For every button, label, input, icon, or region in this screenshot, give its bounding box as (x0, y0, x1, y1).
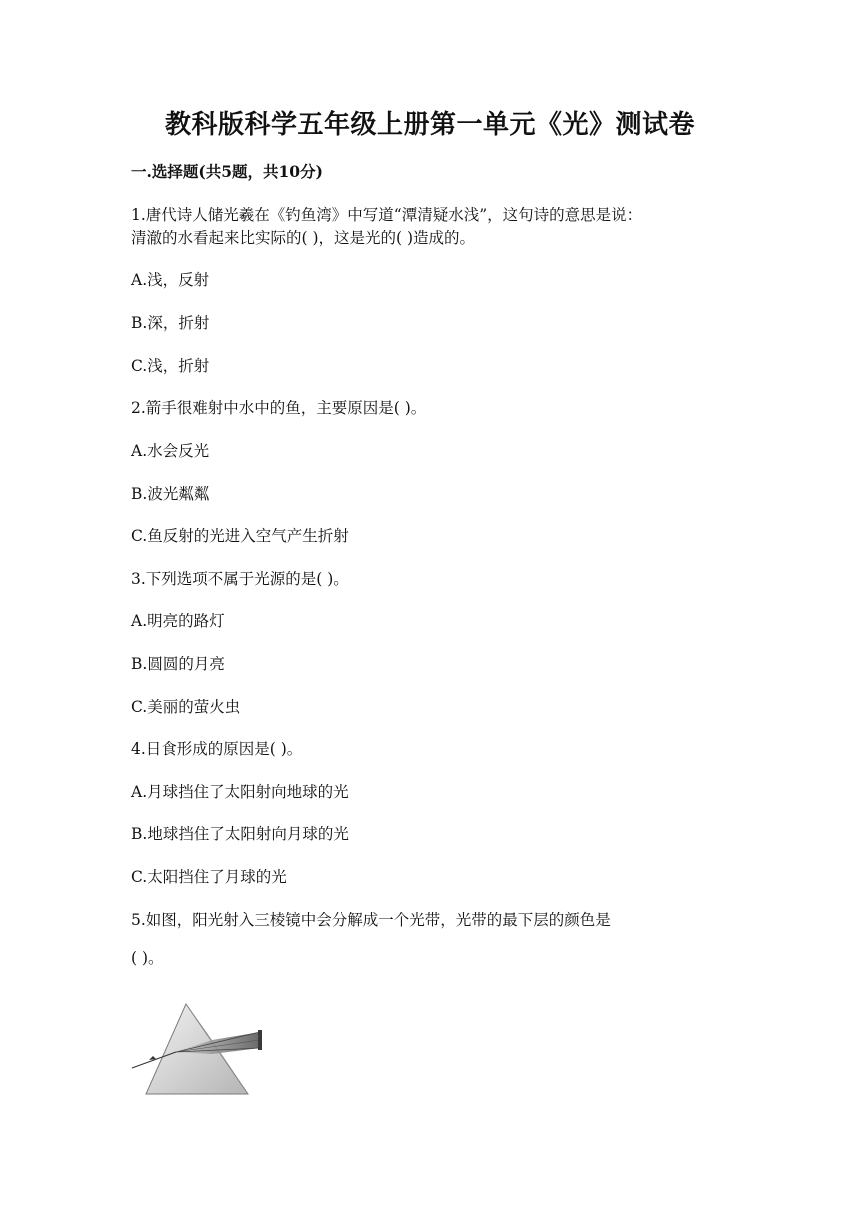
question-1-stem-line-2: 清澈的水看起来比实际的( )，这是光的( )造成的。 (131, 229, 476, 247)
page-title: 教科版科学五年级上册第一单元《光》测试卷 (164, 110, 695, 140)
question-1-option-b: B.深，折射 (131, 314, 210, 332)
question-4-option-a: A.月球挡住了太阳射向地球的光 (131, 783, 349, 801)
prism-figure (130, 1002, 264, 1098)
question-4-option-b: B.地球挡住了太阳射向月球的光 (131, 825, 349, 843)
question-2-option-c: C.鱼反射的光进入空气产生折射 (131, 527, 349, 545)
question-4-stem: 4.日食形成的原因是( )。 (131, 740, 303, 758)
section-heading: 一.选择题(共5题，共10分) (131, 162, 323, 181)
question-2-option-a: A.水会反光 (131, 442, 210, 460)
question-1-option-a: A.浅，反射 (131, 271, 210, 289)
question-1-stem-line-1: 1.唐代诗人储光羲在《钓鱼湾》中写道“潭清疑水浅”，这句诗的意思是说： (131, 206, 643, 224)
question-3-option-b: B.圆圆的月亮 (131, 655, 225, 673)
question-1-option-c: C.浅，折射 (131, 357, 210, 375)
question-2-stem: 2.箭手很难射中水中的鱼，主要原因是( )。 (131, 399, 427, 417)
question-5-stem-line-2: ( )。 (131, 949, 164, 967)
question-2-option-b: B.波光粼粼 (131, 485, 210, 503)
question-5-stem-line-1: 5.如图，阳光射入三棱镜中会分解成一个光带，光带的最下层的颜色是 (131, 911, 611, 929)
question-3-option-a: A.明亮的路灯 (131, 612, 225, 630)
question-4-option-c: C.太阳挡住了月球的光 (131, 868, 287, 886)
question-3-stem: 3.下列选项不属于光源的是( )。 (131, 570, 349, 588)
question-3-option-c: C.美丽的萤火虫 (131, 698, 241, 716)
